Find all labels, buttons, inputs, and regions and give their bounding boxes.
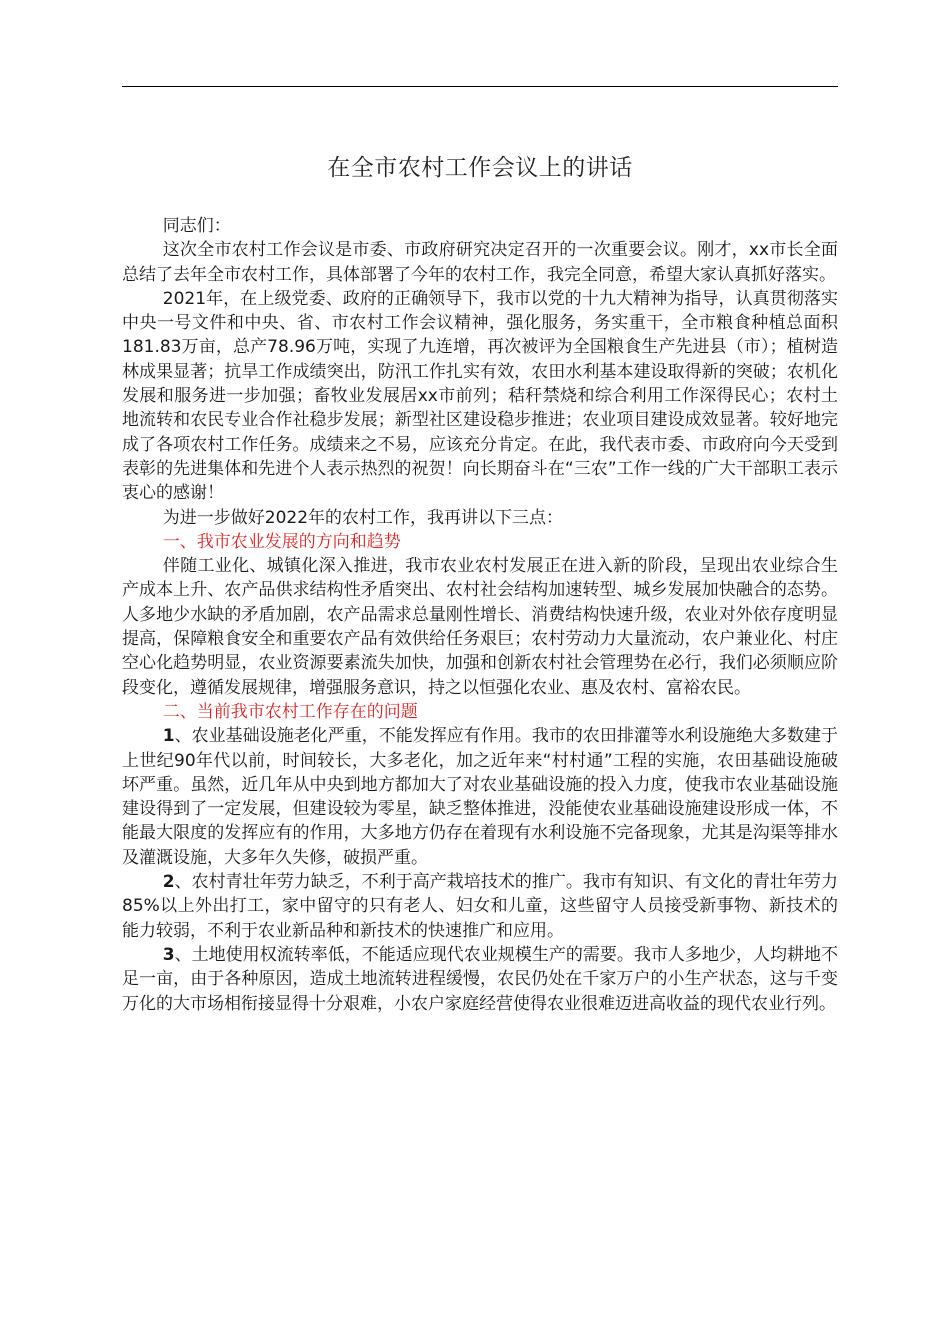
item-text: 、农业基础设施老化严重，不能发挥应有作用。我市的农田排灌等水利设施绝大多数建于上世纪90年代以前，时间较长，大多老化，加之近年来“村村通”工程的实施，农田基础设施破坏严重。虽然，近几年从中央到地方都加大了对农业基础设施的投入力度，使我市农业基础设施建设得到了一定发展，但建设较为零星，缺乏整体推进，没能使农业基础设施建设形成一体，不能最大限度的发挥应有的作用，大多地方仍存在着现有水利设施不完备现象，尤其是沟渠等排水及灌溉设施，大多年久失修，破损严重。 (122, 726, 838, 868)
section-2-item-2 (122, 870, 838, 943)
item-number: 3 (162, 944, 175, 965)
document-body (122, 214, 838, 1016)
section-2-item-1 (122, 724, 838, 870)
item-text: 、土地使用权流转率低，不能适应现代农业规模生产的需要。我市人多地少，人均耕地不足一亩，由于各种原因，造成土地流转进程缓慢，农民仍处在千家万户的小生产状态，这与千变万化的大市场相衔接显得十分艰难，小农户家庭经营使得农业很难迈进高收益的现代农业行列。 (122, 944, 838, 1014)
item-text: 、农村青壮年劳力缺乏，不利于高产栽培技术的推广。我市有知识、有文化的青壮年劳力85%以上外出打工，家中留守的只有老人、妇女和儿童，这些留守人员接受新事物、新技术的能力较弱，不利于农业新品种和新技术的快速推广和应用。 (122, 872, 838, 941)
item-number: 1 (162, 726, 175, 747)
header-rule (122, 86, 838, 87)
salutation: 同志们： (162, 216, 231, 236)
intro-paragraph-2: 2021年，在上级党委、政府的正确领导下，我市以党的十九大精神为指导，认真贯彻落实中央一号文件和中央、省、市农村工作会议精神，强化服务，务实重干，全市粮食种植总面积181.83万亩，总产78.96万吨，实现了九连增，再次被评为全国粮食生产先进县（市）；植树造林成果显著；抗旱工作成绩突出，防汛工作扎实有效，农田水利基本建设取得新的突破；农机化发展和服务进一步加强；畜牧业发展居xx市前列；秸秆禁烧和综合利用工作深得民心；农村土地流转和农民专业合作社稳步发展；新型社区建设稳步推进；农业项目建设成效显著。较好地完成了各项农村工作任务。成绩来之不易，应该充分肯定。在此，我代表市委、市政府向今天受到表彰的先进集体和先进个人表示热烈的祝贺！向长期奋斗在“三农”工作一线的广大干部职工表示衷心的感谢！ (122, 288, 838, 504)
item-number: 2 (162, 872, 175, 893)
intro-paragraph-1: 这次全市农村工作会议是市委、市政府研究决定召开的一次重要会议。刚才，xx市长全面总结了去年全市农村工作，具体部署了今年的农村工作，我完全同意，希望大家认真抓好落实。 (122, 240, 838, 285)
section-1-heading: 一、我市农业发展的方向和趋势 (162, 531, 401, 552)
intro-paragraph-3: 为进一步做好2022年的农村工作，我再讲以下三点： (162, 507, 564, 528)
section-1-body: 伴随工业化、城镇化深入推进，我市农业农村发展正在进入新的阶段，呈现出农业综合生产成本上升、农产品供求结构性矛盾突出、农村社会结构加速转型、城乡发展加快融合的态势。人多地少水缺的矛盾加剧，农产品需求总量刚性增长、消费结构快速升级，农业对外依存度明显提高，保障粮食安全和重要农产品有效供给任务艰巨；农村劳动力大量流动，农户兼业化、村庄空心化趋势明显，农业资源要素流失加快，加强和创新农村社会管理势在必行，我们必须顺应阶段变化，遵循发展规律，增强服务意识，持之以恒强化农业、惠及农村、富裕农民。 (122, 556, 838, 698)
section-2-item-3 (122, 943, 838, 1016)
section-2-heading: 二、当前我市农村工作存在的问题 (162, 701, 418, 722)
page-title: 在全市农村工作会议上的讲话 (327, 155, 633, 181)
